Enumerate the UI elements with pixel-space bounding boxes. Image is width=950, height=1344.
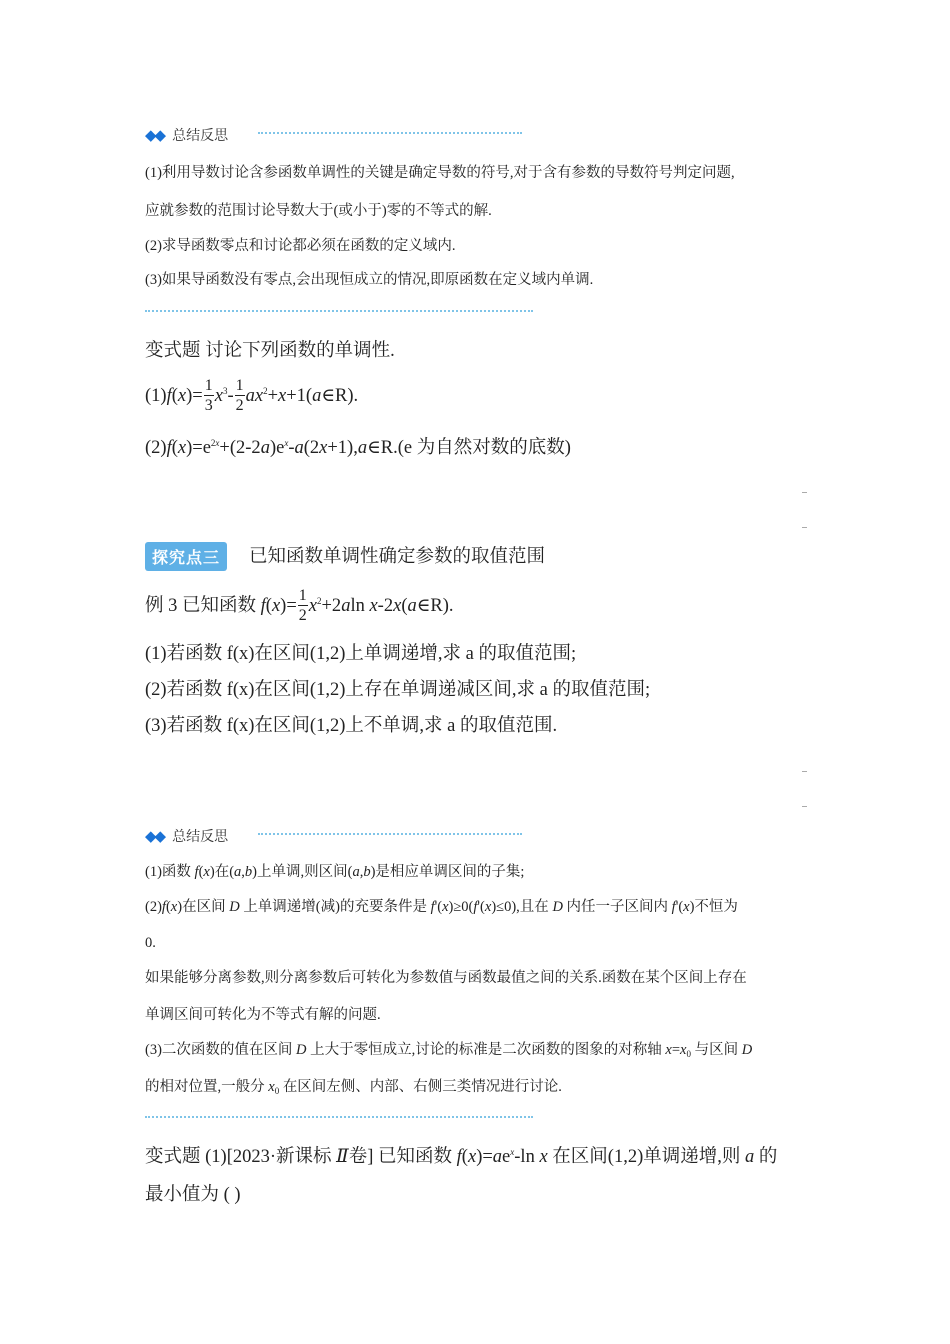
divider xyxy=(145,310,533,312)
margin-mark xyxy=(802,771,807,772)
summary-item: 如果能够分离参数,则分离参数后可转化为参数值与函数最值之间的关系.函数在某个区间上存在 xyxy=(145,970,747,986)
section-heading xyxy=(145,542,545,571)
summary-item: 单调区间可转化为不等式有解的问题. xyxy=(145,1007,381,1023)
question: (1)若函数 f(x)在区间(1,2)上单调递增,求 a 的取值范围; xyxy=(145,644,577,664)
variant-2-line-1: 变式题 (1)[2023·新课标 Ⅱ卷] 已知函数 $f(x)=ae^x-\ln$ x 在区间(1,2)单调递增,则 a 的 xyxy=(145,1147,778,1167)
variant-item-1: (1)f(x)= $\frac{1}{3}$ $x^3-$ $\frac{1}{2}$ $ax^2+x+1(a\in R)$. xyxy=(145,377,359,414)
margin-mark xyxy=(802,527,807,528)
summary-item: (1)函数 f(x)在(a,b)上单调,则区间(a,b)是相应单调区间的子集; xyxy=(145,864,525,880)
divider xyxy=(145,1116,533,1118)
summary-title: 总结反思 xyxy=(172,128,229,144)
summary-item: 应就参数的范围讨论导数大于(或小于)零的不等式的解. xyxy=(145,203,492,219)
summary-item: (3)如果导函数没有零点,会出现恒成立的情况,即原函数在定义域内单调. xyxy=(145,272,594,288)
summary-item: (3)二次函数的值在区间 D 上大于零恒成立,讨论的标准是二次函数的图象的对称轴 $x=x_0$ 与区间 D xyxy=(145,1042,753,1059)
summary-item: (1)利用导数讨论含参函数单调性的关键是确定导数的符号,对于含有参数的导数符号判定问题, xyxy=(145,165,735,181)
summary-item: (2)求导函数零点和讨论都必须在函数的定义域内. xyxy=(145,238,456,254)
divider xyxy=(258,132,522,134)
summary-item: (2)f(x)在区间 D 上单调递增(减)的充要条件是 f'(x)≥0(f'(x)≤0),且在 D 内任一子区间内 f'(x)不恒为 xyxy=(145,899,738,915)
example-statement: 例 3 已知函数 f(x)= $\frac{1}{2}$ $x^2+2aln$ x-2x(a∈R). xyxy=(145,587,454,624)
variant-title: 变式题 讨论下列函数的单调性. xyxy=(145,341,395,361)
variant-2-line-2: 最小值为 ( ) xyxy=(145,1185,241,1205)
summary-item: 的相对位置,一般分 $x_0$ 在区间左侧、内部、右侧三类情况进行讨论. xyxy=(145,1079,562,1096)
margin-mark xyxy=(802,806,807,807)
fraction: $\frac{1}{3}$ xyxy=(204,377,213,414)
question: (3)若函数 f(x)在区间(1,2)上不单调,求 a 的取值范围. xyxy=(145,716,558,736)
summary-heading xyxy=(145,125,228,145)
section-title: 已知函数单调性确定参数的取值范围 xyxy=(249,546,546,567)
margin-mark xyxy=(802,492,807,493)
divider xyxy=(258,833,522,835)
variant-item-2: $(2)f(x)=e^{2x}+(2-2a)e^x-a(2x+1),a\in R.(e$ 为自然对数的底数) xyxy=(145,438,571,458)
summary-title: 总结反思 xyxy=(172,829,229,845)
fraction: $\frac{1}{2}$ xyxy=(235,377,244,414)
summary-item: 0. xyxy=(145,935,156,951)
fraction: $\frac{1}{2}$ xyxy=(298,587,307,624)
section-badge: 探究点三 xyxy=(145,542,227,571)
summary-heading xyxy=(145,826,228,846)
diamond-icon: ◆◆ xyxy=(145,127,165,144)
question: (2)若函数 f(x)在区间(1,2)上存在单调递减区间,求 a 的取值范围; xyxy=(145,680,651,700)
diamond-icon: ◆◆ xyxy=(145,828,165,845)
